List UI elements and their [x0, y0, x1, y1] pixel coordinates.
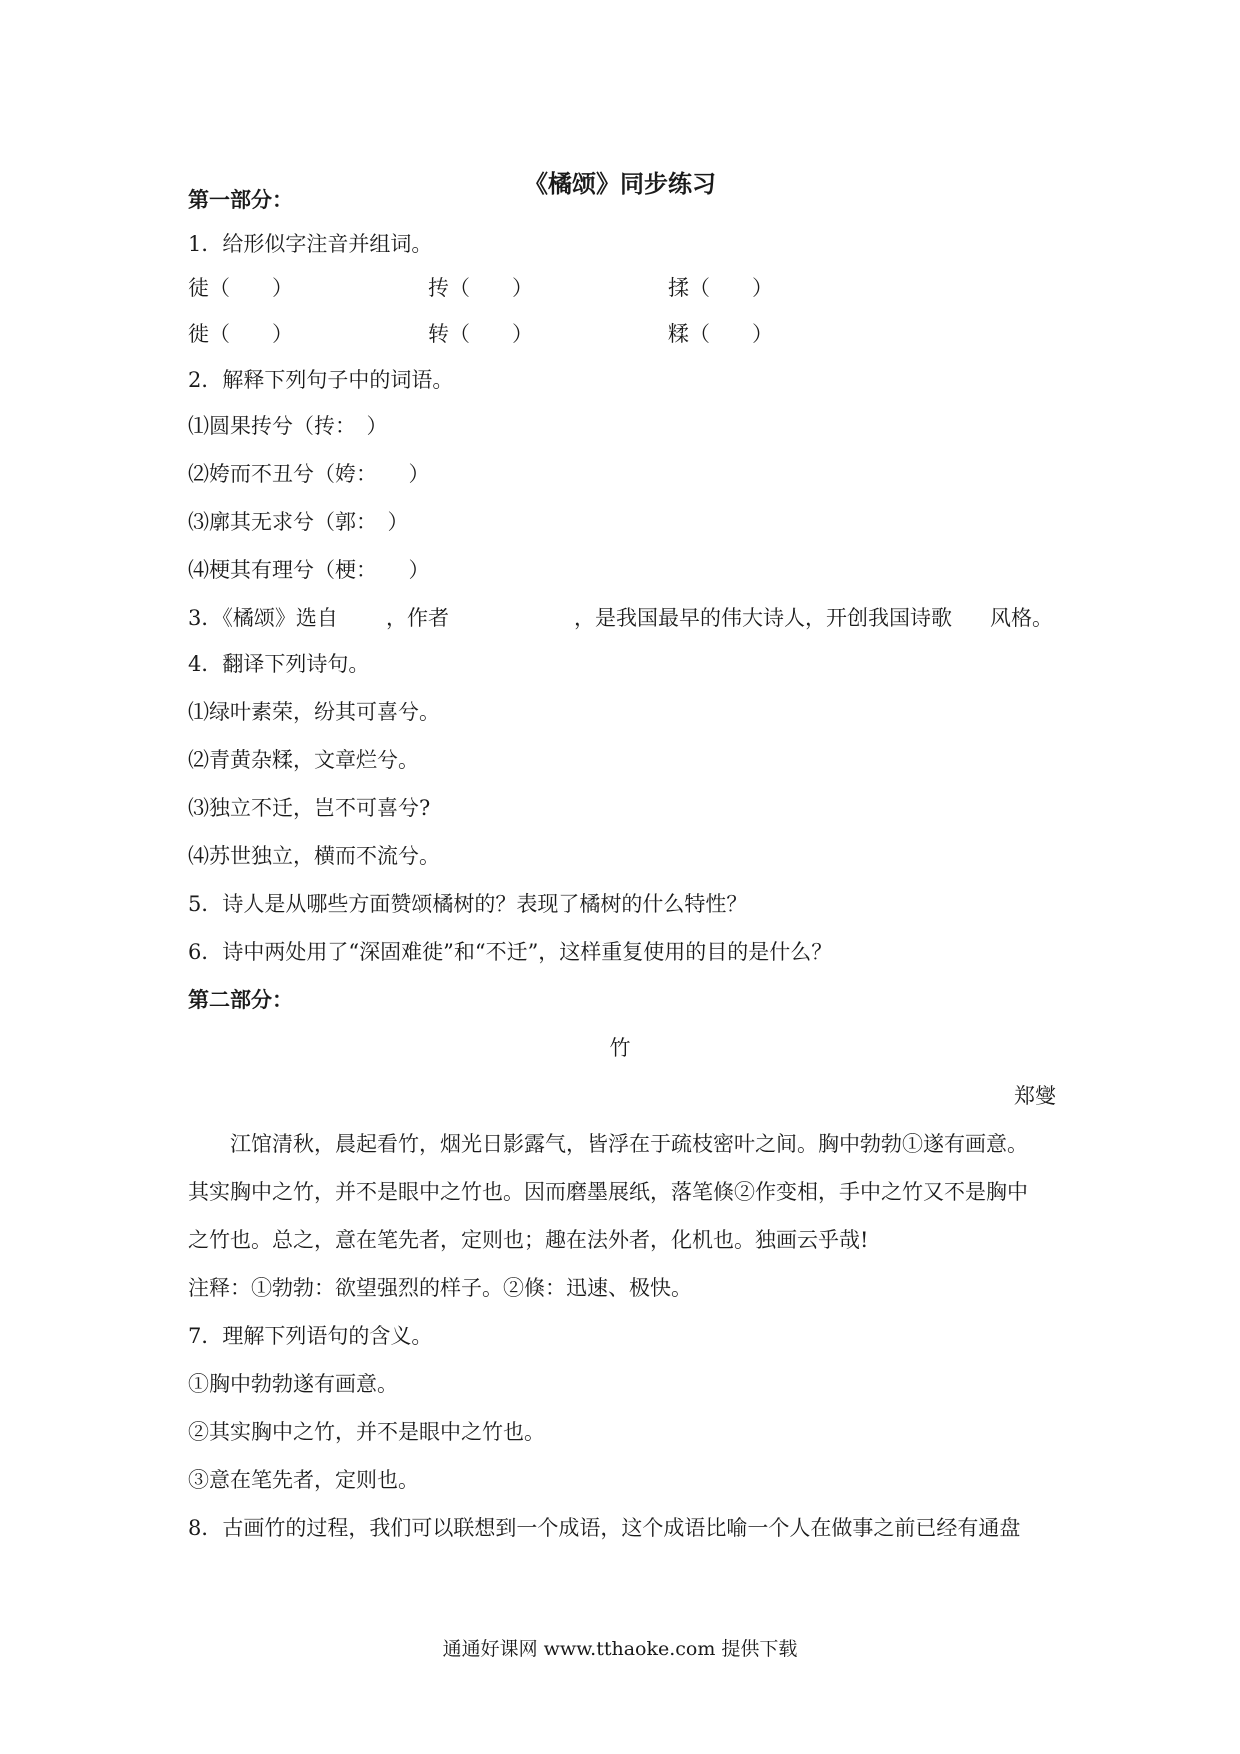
q3-part-a: 3．《橘颂》选自 [188, 606, 338, 630]
part2-heading: 第二部分： [188, 987, 293, 1012]
q8: 8．古画竹的过程，我们可以联想到一个成语，这个成语比喻一个人在做事之前已经有通盘 [188, 1516, 1021, 1540]
q2-item: ⑵姱而不丑兮（姱： ） [188, 462, 430, 486]
q1-prompt: 1．给形似字注音并组词。 [188, 232, 433, 256]
q2-item: ⑴圆果抟兮（抟： ） [188, 414, 388, 438]
q7-item: ②其实胸中之竹，并不是眼中之竹也。 [188, 1420, 545, 1444]
q6: 6．诗中两处用了“深固难徙”和“不迁”，这样重复使用的目的是什么？ [188, 940, 833, 964]
q2-prompt: 2．解释下列句子中的词语。 [188, 368, 454, 392]
paragraph-line: 江馆清秋，晨起看竹，烟光日影露气，皆浮在于疏枝密叶之间。胸中勃勃①遂有画意。 [230, 1132, 1028, 1156]
paragraph-line: 其实胸中之竹，并不是眼中之竹也。因而磨墨展纸，落笔倏②作变相，手中之竹又不是胸中 [188, 1180, 1028, 1204]
q4-item: ⑷苏世独立，横而不流兮。 [188, 844, 440, 868]
q2-item: ⑷梗其有理兮（梗： ） [188, 558, 430, 582]
q4-item: ⑴绿叶素荣，纷其可喜兮。 [188, 700, 440, 724]
q1-row1-item: 抟（ ） [428, 276, 533, 300]
q4-item: ⑵青黄杂糅，文章烂兮。 [188, 748, 419, 772]
annotation-note: 注释：①勃勃：欲望强烈的样子。②倏：迅速、极快。 [188, 1276, 692, 1300]
q1-row2-item: 糅（ ） [668, 322, 773, 346]
paragraph-line: 之竹也。总之，意在笔先者，定则也；趣在法外者，化机也。独画云乎哉! [188, 1228, 869, 1252]
q1-row1-item: 徒（ ） [188, 276, 293, 300]
q3-part-c: ，是我国最早的伟大诗人，开创我国诗歌 [574, 606, 952, 630]
q3-part-b: ，作者 [386, 606, 449, 630]
q2-item: ⑶廓其无求兮（郭： ） [188, 510, 409, 534]
q3-part-d: 风格。 [990, 606, 1053, 630]
poem-title: 竹 [609, 1036, 631, 1060]
q4-item: ⑶独立不迁，岂不可喜兮? [188, 796, 431, 820]
q7-item: ①胸中勃勃遂有画意。 [188, 1372, 398, 1396]
q1-row2-item: 转（ ） [428, 322, 533, 346]
poem-author: 郑燮 [1014, 1084, 1056, 1108]
q7-item: ③意在笔先者，定则也。 [188, 1468, 419, 1492]
q7-prompt: 7．理解下列语句的含义。 [188, 1324, 433, 1348]
page-title: 《橘颂》同步练习 [524, 170, 716, 198]
q5: 5．诗人是从哪些方面赞颂橘树的？表现了橘树的什么特性？ [188, 892, 748, 916]
page-footer: 通通好课网 www.tthaoke.com 提供下载 [442, 1638, 798, 1660]
part1-heading: 第一部分： [188, 187, 293, 212]
q4-prompt: 4．翻译下列诗句。 [188, 652, 370, 676]
q1-row2-item: 徙（ ） [188, 322, 293, 346]
q1-row1-item: 揉（ ） [668, 276, 773, 300]
